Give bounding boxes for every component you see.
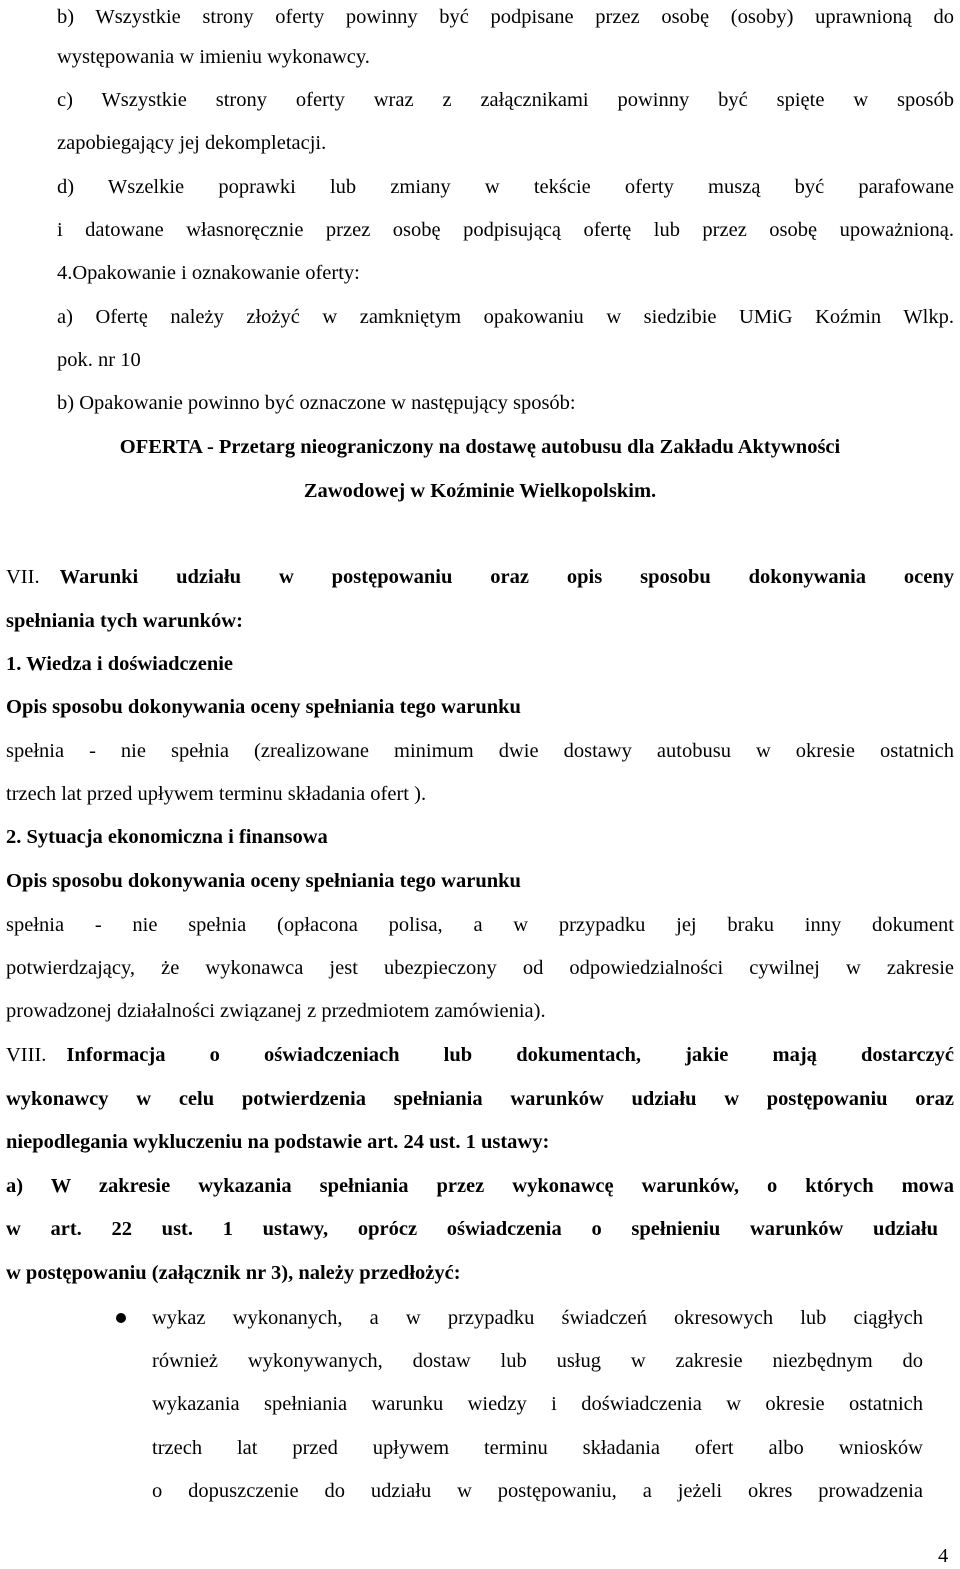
subsection-heading: Opis sposobu dokonywania oceny spełniania tego warunku xyxy=(6,696,521,718)
paragraph-line: w postępowaniu (załącznik nr 3), należy przedłożyć: xyxy=(6,1262,461,1284)
section-heading-vii xyxy=(6,562,954,592)
paragraph-line: spełnia - nie spełnia (zrealizowane minimum dwie dostawy autobusu w okresie ostatnich xyxy=(6,740,954,762)
paragraph-line: zapobiegający jej dekompletacji. xyxy=(57,132,327,154)
section-heading-viii xyxy=(6,1040,954,1070)
section-number: VII. xyxy=(6,566,40,588)
paragraph-line: potwierdzający, że wykonawca jest ubezpieczony od odpowiedzialności cywilnej w zakresie xyxy=(6,957,954,979)
list-item-line: trzech lat przed upływem terminu składania ofert albo wniosków xyxy=(152,1437,923,1459)
paragraph-line: a) Ofertę należy złożyć w zamkniętym opakowaniu w siedzibie UMiG Koźmin Wlkp. xyxy=(57,306,954,328)
list-item-line: również wykonywanych, dostaw lub usług w zakresie niezbędnym do xyxy=(152,1350,923,1372)
section-title: Informacja o oświadczeniach lub dokumentach, jakie mają dostarczyć xyxy=(66,1044,954,1066)
paragraph-line: i datowane własnoręcznie przez osobę podpisującą ofertę lub przez osobę upoważnioną. xyxy=(57,219,954,241)
paragraph-line: d) Wszelkie poprawki lub zmiany w tekście oferty muszą być parafowane xyxy=(57,176,954,198)
section-title: Warunki udziału w postępowaniu oraz opis sposobu dokonywania oceny xyxy=(59,566,954,588)
section-heading-line: niepodlegania wykluczeniu na podstawie art. 24 ust. 1 ustawy: xyxy=(6,1131,550,1153)
paragraph-line: b) Wszystkie strony oferty powinny być podpisane przez osobę (osoby) uprawnioną do xyxy=(57,6,954,28)
paragraph-line: c) Wszystkie strony oferty wraz z załącznikami powinny być spięte w sposób xyxy=(57,89,954,111)
paragraph-line: b) Opakowanie powinno być oznaczone w następujący sposób: xyxy=(57,392,576,414)
paragraph-line: prowadzonej działalności związanej z przedmiotem zamówienia). xyxy=(6,1000,546,1022)
list-item-line: wykaz wykonanych, a w przypadku świadczeń okresowych lub ciągłych xyxy=(152,1307,923,1329)
subsection-heading: 1. Wiedza i doświadczenie xyxy=(6,653,234,675)
bullet-icon xyxy=(116,1313,126,1323)
section-number: VIII. xyxy=(6,1044,47,1066)
list-item-line: o dopuszczenie do udziału w postępowaniu, a jeżeli okres prowadzenia xyxy=(152,1480,923,1502)
paragraph-line: w art. 22 ust. 1 ustawy, oprócz oświadczenia o spełnieniu warunków udziału xyxy=(6,1218,938,1240)
paragraph-line: pok. nr 10 xyxy=(57,349,141,371)
section-heading-line: wykonawcy w celu potwierdzenia spełniania warunków udziału w postępowaniu oraz xyxy=(6,1088,954,1110)
subsection-heading: 2. Sytuacja ekonomiczna i finansowa xyxy=(6,826,328,848)
paragraph-line: występowania w imieniu wykonawcy. xyxy=(57,46,370,68)
paragraph-line: trzech lat przed upływem terminu składania ofert ). xyxy=(6,783,427,805)
paragraph-line: a) W zakresie wykazania spełniania przez wykonawcę warunków, o których mowa xyxy=(6,1175,954,1197)
section-heading-line: spełniania tych warunków: xyxy=(6,610,243,632)
paragraph-line: spełnia - nie spełnia (opłacona polisa, a w przypadku jej braku inny dokument xyxy=(6,914,954,936)
subsection-heading: 4.Opakowanie i oznakowanie oferty: xyxy=(57,262,360,284)
page-number: 4 xyxy=(938,1545,949,1567)
offer-label-line: Zawodowej w Koźminie Wielkopolskim. xyxy=(303,480,657,502)
list-item-line: wykazania spełniania warunku wiedzy i doświadczenia w okresie ostatnich xyxy=(152,1393,923,1415)
subsection-heading: Opis sposobu dokonywania oceny spełniania tego warunku xyxy=(6,870,521,892)
offer-label-line: OFERTA - Przetarg nieograniczony na dostawę autobusu dla Zakładu Aktywności xyxy=(119,436,841,458)
